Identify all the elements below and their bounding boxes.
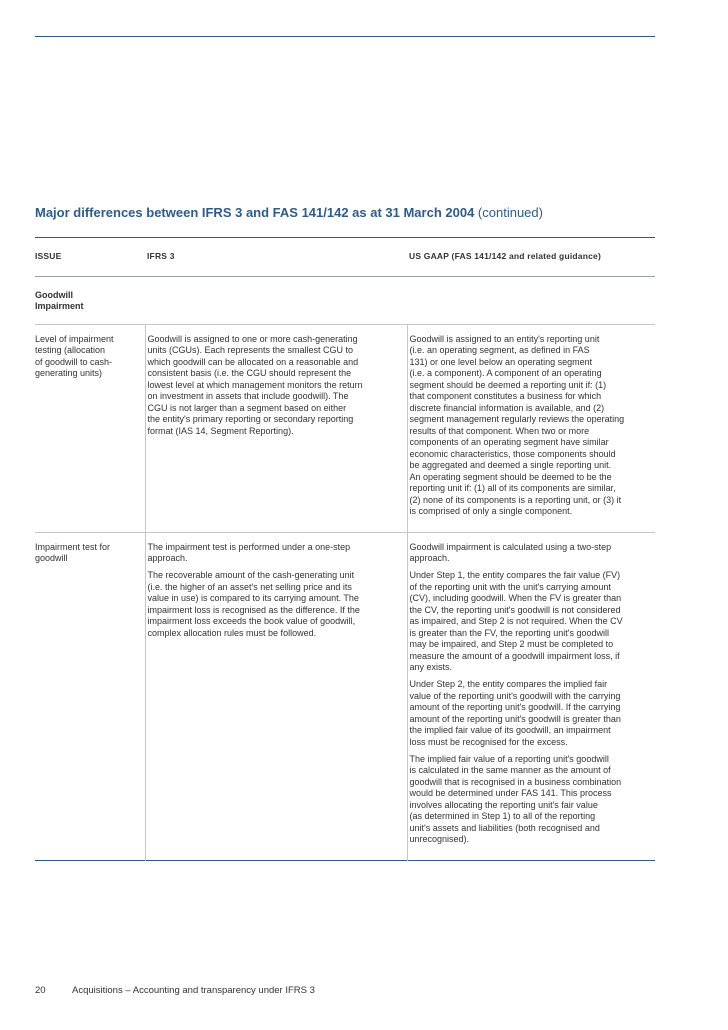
text-line: Under Step 2, the entity compares the implied fair bbox=[409, 679, 608, 689]
text-line: Goodwill is assigned to an entity's reporting unit bbox=[409, 333, 600, 344]
text-line: (as determined in Step 1) to all of the reporting bbox=[409, 811, 596, 821]
text-line: loss must be recognised for the excess. bbox=[409, 736, 568, 747]
text-line: on investment in assets that include goodwill). The bbox=[147, 391, 349, 401]
text-line: the entity's primary reporting or secondary reporting bbox=[147, 414, 354, 424]
text-line: economic characteristics, those components should bbox=[409, 448, 616, 459]
text-line: segment management regularly reviews the operating bbox=[409, 414, 625, 424]
text-line: value of the reporting unit's goodwill with the carrying bbox=[409, 690, 621, 701]
issue-cell bbox=[35, 532, 145, 860]
text-line: amount of the reporting unit's goodwill is greater than bbox=[409, 713, 621, 724]
text-line: reporting unit if: (1) all of its components are similar, bbox=[409, 483, 616, 493]
text-line: format (IAS 14, Segment Reporting). bbox=[147, 425, 294, 436]
header-issue: ISSUE bbox=[35, 251, 62, 261]
text-line: which goodwill can be allocated on a reasonable and bbox=[147, 356, 359, 367]
text-line: Goodwill impairment is calculated using a two-step bbox=[409, 541, 612, 552]
differences-table bbox=[35, 237, 655, 861]
title-suffix: (continued) bbox=[474, 205, 543, 220]
section-heading bbox=[35, 276, 655, 324]
section-line: Impairment bbox=[35, 301, 84, 311]
text-line: that component constitutes a business for which bbox=[409, 391, 602, 401]
text-line: any exists. bbox=[409, 662, 453, 672]
text-line: amount of the reporting unit's goodwill. If the carrying bbox=[409, 702, 621, 712]
text-line: discrete financial information is available, and (2) bbox=[409, 402, 605, 413]
text-line: may be impaired, and Step 2 must be completed to bbox=[409, 639, 614, 649]
paragraph bbox=[410, 754, 656, 846]
text-line: unrecognised). bbox=[409, 834, 470, 844]
text-line: approach. bbox=[409, 553, 450, 563]
text-line: results of that component. When two or more bbox=[409, 425, 590, 436]
paragraph bbox=[410, 679, 656, 748]
text-line: value in use) is compared to its carrying amount. The bbox=[147, 593, 359, 603]
text-line: The recoverable amount of the cash-generating unit bbox=[147, 570, 355, 580]
section-row bbox=[35, 276, 655, 324]
paragraph bbox=[148, 542, 397, 565]
text-line: of the reporting unit with the unit's carrying amount bbox=[409, 581, 611, 592]
text-line: impairment loss is recognised as the difference. If the bbox=[147, 604, 360, 615]
text-line: The impairment test is performed under a one-step bbox=[147, 541, 351, 552]
text-line: Under Step 1, the entity compares the fair value (FV) bbox=[409, 570, 621, 580]
text-line: units (CGUs). Each represents the smallest CGU to bbox=[147, 345, 354, 355]
text-line: the CV, the reporting unit's goodwill is not considered bbox=[409, 604, 621, 615]
issue-cell bbox=[35, 324, 145, 532]
footer-text: Acquisitions – Accounting and transparency under IFRS 3 bbox=[72, 985, 315, 996]
text-line: Level of impairment bbox=[35, 333, 114, 344]
text-line: complex allocation rules must be followed. bbox=[147, 627, 317, 638]
text-line: approach. bbox=[147, 553, 188, 563]
text-line: Goodwill is assigned to one or more cash-generating bbox=[147, 333, 358, 344]
page-title bbox=[35, 205, 543, 220]
text-line: impairment loss exceeds the book value of goodwill, bbox=[147, 616, 356, 626]
text-line: is comprised of only a single component. bbox=[409, 506, 573, 516]
text-line: be aggregated and deemed a single reporting unit. bbox=[409, 460, 612, 470]
text-line: (i.e. a component). A component of an operating bbox=[409, 368, 602, 378]
section-line: Goodwill bbox=[35, 289, 73, 300]
text-line: is greater than the FV, the reporting unit's goodwill bbox=[409, 627, 610, 638]
us-gaap-cell bbox=[407, 532, 655, 860]
text-line: (i.e. the higher of an asset's net selling price and its bbox=[147, 581, 352, 592]
title-main: Major differences between IFRS 3 and FAS 141/142 as at 31 March 2004 bbox=[35, 205, 475, 220]
text-line: of goodwill to cash- bbox=[35, 356, 113, 367]
text-line: (2) none of its components is a reporting unit, or (3) it bbox=[409, 494, 622, 505]
text-line: measure the amount of a goodwill impairment loss, if bbox=[409, 650, 620, 661]
text-line: consistent basis (i.e. the CGU should represent the bbox=[147, 368, 352, 378]
text-line: would be determined under FAS 141. This process bbox=[409, 788, 612, 798]
text-line: (i.e. an operating segment, as defined in FAS bbox=[409, 345, 590, 355]
text-line: goodwill that is recognised in a business combination bbox=[409, 776, 622, 787]
paragraph bbox=[148, 334, 397, 438]
text-line: the implied fair value of its goodwill, an impairment bbox=[409, 725, 611, 735]
text-line: The implied fair value of a reporting unit's goodwill bbox=[409, 753, 609, 764]
paragraph bbox=[148, 570, 397, 639]
table-header-row bbox=[35, 238, 655, 277]
text-line: goodwill bbox=[35, 553, 68, 563]
text-line: as impaired, and Step 2 is not required. When the CV bbox=[409, 616, 623, 626]
text-line: An operating segment should be deemed to be the bbox=[409, 471, 612, 482]
ifrs-cell bbox=[145, 532, 407, 860]
header-ifrs3: IFRS 3 bbox=[147, 251, 175, 261]
page-footer bbox=[35, 985, 315, 996]
top-rule bbox=[35, 36, 655, 37]
header-us-gaap: US GAAP (FAS 141/142 and related guidance) bbox=[409, 251, 601, 261]
text-line: generating units) bbox=[35, 368, 103, 378]
page-number: 20 bbox=[35, 985, 46, 996]
paragraph bbox=[410, 334, 656, 518]
ifrs-cell bbox=[145, 324, 407, 532]
paragraph bbox=[410, 570, 656, 674]
text-line: components of an operating segment have similar bbox=[409, 437, 609, 447]
table-row bbox=[35, 532, 655, 860]
text-line: is calculated in the same manner as the amount of bbox=[409, 765, 611, 775]
text-line: 131) or one level below an operating segment bbox=[409, 356, 593, 367]
text-line: CGU is not larger than a segment based on either bbox=[147, 402, 347, 413]
text-line: Impairment test for bbox=[35, 541, 111, 552]
text-line: (CV), including goodwill. When the FV is greater than bbox=[409, 593, 622, 603]
us-gaap-cell bbox=[407, 324, 655, 532]
text-line: involves allocating the reporting unit's fair value bbox=[409, 799, 598, 810]
text-line: unit's assets and liabilities (both recognised and bbox=[409, 822, 600, 833]
text-line: segment should be deemed a reporting unit if: (1) bbox=[409, 379, 607, 390]
table-row bbox=[35, 324, 655, 532]
text-line: testing (allocation bbox=[35, 345, 106, 355]
text-line: lowest level at which management monitors the return bbox=[147, 379, 363, 390]
paragraph bbox=[410, 542, 656, 565]
